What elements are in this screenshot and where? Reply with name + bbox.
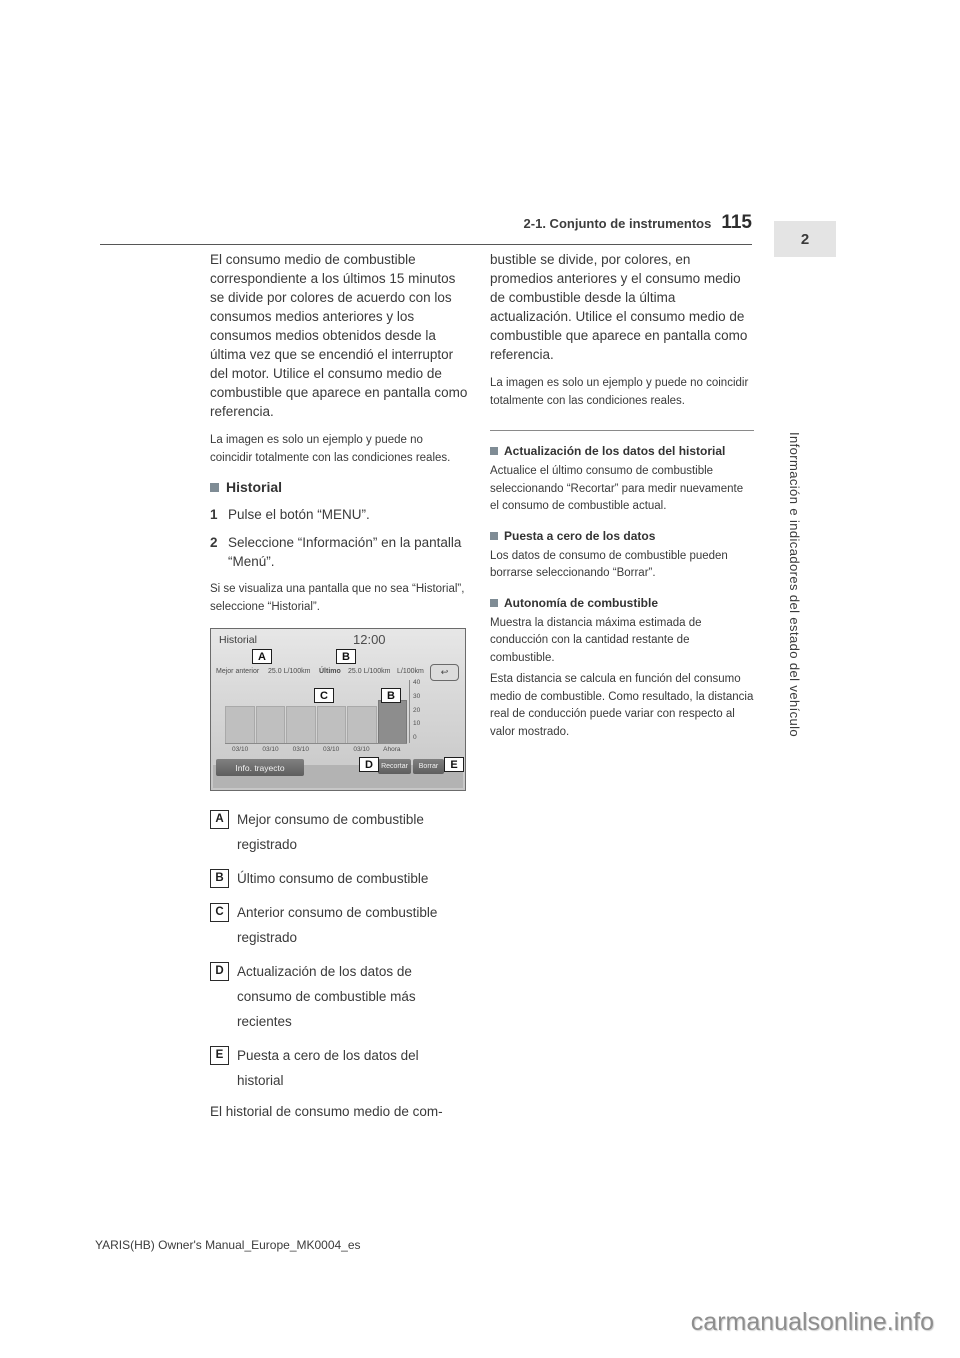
callout-b1: B bbox=[336, 649, 356, 664]
paragraph: bustible se divide, por colores, en promedios anteriores y el consumo medio de combustible desde la última actualización. Utilice el consumo medio de combustible que aparece en pantalla como referencia. bbox=[490, 252, 748, 362]
subsection-autonomia bbox=[490, 596, 754, 742]
subsection-title: Puesta a cero de los datos bbox=[504, 528, 656, 543]
note: La imagen es solo un ejemplo y puede no coincidir totalmente con las condiciones reales. bbox=[490, 377, 749, 407]
chapter-tab: 2 bbox=[774, 221, 836, 257]
header-rule bbox=[100, 244, 752, 245]
legend-item-d bbox=[210, 959, 468, 1034]
subsection-actualizacion bbox=[490, 444, 754, 516]
paragraph: El consumo medio de combustible correspondiente a los últimos 15 minutos se divide por colores de acuerdo con los consumos medios anteriores y los consumos medios obtenidos desde la última vez que se encendió el interruptor del motor. Utilice el consumo medio de combustible que aparece en pantalla como referencia. bbox=[210, 252, 468, 419]
chart-bar bbox=[317, 706, 347, 743]
paragraph: El historial de consumo medio de com- bbox=[210, 1104, 443, 1119]
y-tick-label: 30 bbox=[413, 692, 421, 700]
callout-d: D bbox=[359, 757, 379, 772]
trip-info-button: Info. trayecto bbox=[216, 759, 304, 776]
subsection-text: Esta distancia se calcula en función del consumo medio de combustible. Como resultado, la distancia real de conducción puede variar con respecto al valor mostrado. bbox=[490, 673, 754, 738]
figure-screen-title: Historial bbox=[219, 634, 257, 646]
y-tick-label: 20 bbox=[413, 706, 421, 714]
figure-clock: 12:00 bbox=[353, 632, 386, 647]
legend-key: D bbox=[210, 962, 229, 981]
figure-y-labels bbox=[413, 679, 420, 741]
subsection-title: Actualización de los datos del historial bbox=[504, 444, 726, 458]
legend-item-e bbox=[210, 1043, 468, 1093]
square-bullet-icon bbox=[490, 599, 498, 607]
subsection-text: Actualice el último consumo de combustible seleccionando “Recortar” para medir nuevamente el consumo de combustible actual. bbox=[490, 465, 744, 512]
recortar-button: Recortar bbox=[378, 759, 411, 774]
best-consumption-value: 25.0 L/100km bbox=[268, 668, 311, 675]
chart-bar bbox=[286, 706, 316, 743]
subsection-heading bbox=[490, 444, 754, 458]
note: Si se visualiza una pantalla que no sea “Historial”, seleccione “Historial”. bbox=[210, 583, 465, 613]
callout-e: E bbox=[444, 757, 464, 772]
square-bullet-icon bbox=[490, 532, 498, 540]
right-column bbox=[490, 250, 754, 741]
subsection-heading bbox=[490, 596, 754, 610]
step-text: Seleccione “Información” en la pantalla “Menú”. bbox=[228, 535, 462, 569]
step-2 bbox=[210, 533, 468, 571]
square-bullet-icon bbox=[210, 483, 219, 492]
x-tick-label: 03/10 bbox=[323, 746, 340, 753]
x-tick-label: 03/10 bbox=[232, 746, 249, 753]
legend-text: Anterior consumo de combustible registrado bbox=[237, 905, 438, 945]
figure-y-axis-line bbox=[409, 680, 410, 743]
y-tick-label: 0 bbox=[413, 734, 417, 741]
return-icon: ↩ bbox=[430, 664, 459, 681]
legend-key: A bbox=[210, 810, 229, 829]
chart-bar bbox=[256, 706, 286, 743]
axis-unit-label: L/100km bbox=[397, 668, 424, 675]
step-1 bbox=[210, 505, 468, 524]
note: La imagen es solo un ejemplo y puede no coincidir totalmente con las condiciones reales. bbox=[210, 434, 451, 464]
subsection-title: Autonomía de combustible bbox=[504, 595, 659, 610]
last-consumption-label: Último bbox=[319, 668, 341, 675]
legend-key: B bbox=[210, 869, 229, 888]
page-header bbox=[200, 212, 752, 234]
section-heading-label: Historial bbox=[226, 479, 283, 495]
borrar-button: Borrar bbox=[413, 759, 444, 774]
subsection-puesta-a-cero bbox=[490, 529, 754, 583]
legend-item-b bbox=[210, 866, 468, 891]
legend-text: Último consumo de combustible bbox=[237, 871, 429, 886]
x-tick-label: 03/10 bbox=[292, 746, 309, 753]
section-title: 2-1. Conjunto de instrumentos bbox=[523, 216, 712, 231]
footer-text: YARIS(HB) Owner's Manual_Europe_MK0004_es bbox=[95, 1238, 361, 1252]
display-figure bbox=[210, 628, 466, 791]
step-number: 2 bbox=[210, 535, 218, 550]
x-tick-label: Ahora bbox=[383, 746, 401, 753]
subsection-text: Muestra la distancia máxima estimada de conducción con la cantidad restante de combustible. bbox=[490, 616, 702, 664]
y-tick-label: 10 bbox=[413, 720, 421, 728]
callout-b2: B bbox=[381, 688, 401, 703]
x-tick-label: 03/10 bbox=[262, 746, 279, 753]
last-consumption-value: 25.0 L/100km bbox=[348, 668, 391, 675]
chart-bar bbox=[225, 706, 255, 743]
chart-bar bbox=[347, 706, 377, 743]
best-consumption-label: Mejor anterior bbox=[216, 668, 260, 675]
left-column bbox=[210, 250, 468, 1121]
square-bullet-icon bbox=[490, 447, 498, 455]
section-divider bbox=[490, 430, 754, 431]
subsection-text: Los datos de consumo de combustible pueden borrarse seleccionando “Borrar”. bbox=[490, 549, 728, 579]
figure-x-labels bbox=[225, 746, 407, 753]
legend-item-a bbox=[210, 807, 468, 857]
callout-a: A bbox=[252, 649, 272, 664]
legend-key: C bbox=[210, 903, 229, 922]
step-text: Pulse el botón “MENU”. bbox=[228, 507, 370, 522]
watermark: carmanualsonline.info bbox=[690, 1308, 934, 1336]
legend-text: Mejor consumo de combustible registrado bbox=[237, 812, 424, 852]
chapter-side-label: Información e indicadores del estado del vehículo bbox=[787, 432, 802, 738]
legend-item-c bbox=[210, 900, 468, 950]
legend-key: E bbox=[210, 1046, 229, 1065]
chart-bar bbox=[378, 700, 408, 744]
y-tick-label: 40 bbox=[413, 679, 421, 686]
subsection-heading bbox=[490, 529, 754, 543]
step-number: 1 bbox=[210, 507, 218, 522]
callout-c: C bbox=[314, 688, 334, 703]
legend-text: Puesta a cero de los datos del historial bbox=[237, 1048, 419, 1088]
page-number: 115 bbox=[721, 212, 752, 233]
legend-text: Actualización de los datos de consumo de combustible más recientes bbox=[237, 964, 416, 1029]
section-heading-historial bbox=[210, 479, 468, 495]
x-tick-label: 03/10 bbox=[353, 746, 370, 753]
